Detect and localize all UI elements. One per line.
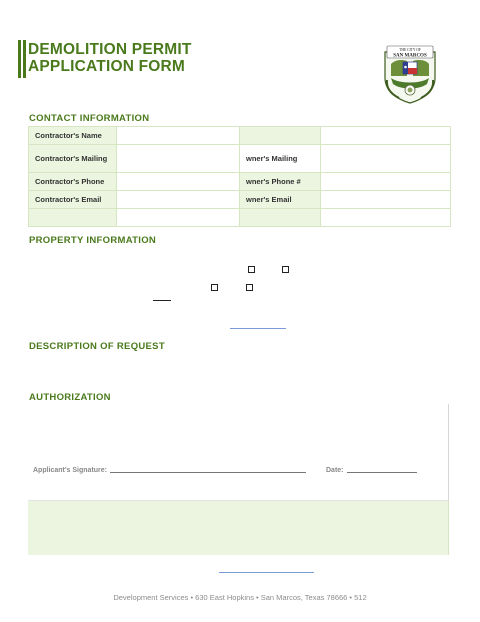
owner-name-field[interactable] <box>321 127 451 145</box>
contact-table <box>28 126 451 227</box>
table-row <box>29 173 451 191</box>
date-line[interactable] <box>347 472 417 473</box>
contractor-mailing-label: Contractor's Mailing <box>29 145 117 173</box>
table-row <box>29 145 451 173</box>
footer-text: Development Services • 630 East Hopkins • San Marcos, Texas 78666 • 512 <box>113 593 367 602</box>
property-section-heading: PROPERTY INFORMATION <box>29 235 157 246</box>
property-blank-line[interactable] <box>153 300 171 301</box>
header-bar-outer <box>18 40 21 78</box>
contractor-phone-field[interactable] <box>117 173 240 191</box>
description-section-heading: DESCRIPTION OF REQUEST <box>29 341 165 352</box>
date-label: Date: <box>326 467 344 474</box>
contractor-name-field[interactable] <box>117 127 240 145</box>
contractor-mailing-field[interactable] <box>117 145 240 173</box>
signature-label: Applicant's Signature: <box>33 467 108 474</box>
owner-mailing-field[interactable] <box>321 145 451 173</box>
property-link[interactable] <box>230 328 286 329</box>
extra-right-label <box>240 209 321 227</box>
signature-row <box>33 467 306 474</box>
title-line-1: DEMOLITION PERMIT <box>28 41 192 58</box>
contractor-phone-label: Contractor's Phone <box>29 173 117 191</box>
owner-mailing-label: wner's Mailing <box>240 145 321 173</box>
authorization-section-heading: AUTHORIZATION <box>29 392 111 403</box>
contractor-email-field[interactable] <box>117 191 240 209</box>
page-title <box>28 41 192 75</box>
city-seal-logo <box>381 44 439 104</box>
table-row <box>29 209 451 227</box>
seal-city-text: SAN MARCOS <box>393 53 427 59</box>
property-checkbox-3[interactable] <box>211 284 218 291</box>
extra-left-label <box>29 209 117 227</box>
contact-section-heading: CONTACT INFORMATION <box>29 113 150 124</box>
owner-phone-field[interactable] <box>321 173 451 191</box>
owner-email-label: wner's Email <box>240 191 321 209</box>
office-use-box <box>28 501 449 555</box>
property-checkbox-4[interactable] <box>246 284 253 291</box>
date-row <box>326 467 417 474</box>
title-line-2: APPLICATION FORM <box>28 58 186 75</box>
footer-link[interactable] <box>219 572 314 573</box>
property-checkbox-1[interactable] <box>248 266 255 273</box>
header-bar-inner <box>23 40 26 78</box>
property-checkbox-2[interactable] <box>282 266 289 273</box>
owner-email-field[interactable] <box>321 191 451 209</box>
extra-right-field[interactable] <box>321 209 451 227</box>
owner-name-label <box>240 127 321 145</box>
owner-phone-label: wner's Phone # <box>240 173 321 191</box>
contractor-name-label: Contractor's Name <box>29 127 117 145</box>
table-row <box>29 127 451 145</box>
authorization-box <box>28 404 449 501</box>
signature-line[interactable] <box>110 472 306 473</box>
seal-top-text: THE CITY OF <box>399 48 421 52</box>
extra-left-field[interactable] <box>117 209 240 227</box>
contractor-email-label: Contractor's Email <box>29 191 117 209</box>
table-row <box>29 191 451 209</box>
